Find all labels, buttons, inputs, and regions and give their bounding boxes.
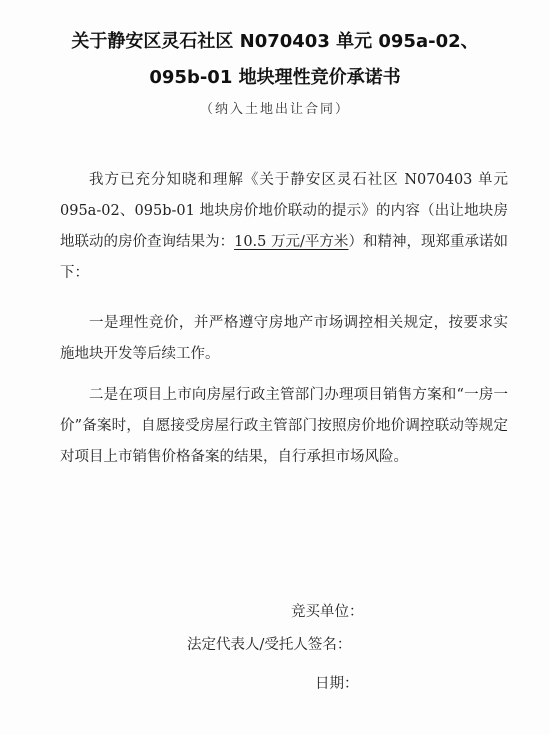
document-subtitle: （纳入土地出让合同） <box>199 102 350 117</box>
document-title-line-1: 关于静安区灵石社区 N070403 单元 095a-02、 <box>71 31 479 52</box>
paragraph-commitment-1: 一是理性竞价，并严格遵守房地产市场调控相关规定，按要求实施地块开发等后续工作。 <box>60 315 508 362</box>
paragraph-intro-text-end: ）和精神，现郑重承诺如下： <box>60 234 509 281</box>
house-price-value: 10.5 万元/平方米 <box>234 234 349 250</box>
bidder-label: 竞买单位： <box>291 604 364 620</box>
paragraph-intro-text: 我方已充分知晓和理解《关于静安区灵石社区 N070403 单元 095a-02、095b-01 地块房价地价联动的提示》的内容（出让地块房地联动的房价查询结果为： <box>60 172 508 250</box>
date-label: 日期： <box>315 676 359 692</box>
paragraph-commitment-2: 二是在项目上市向房屋行政主管部门办理项目销售方案和“一房一价”备案时，自愿接受房屋行政主管部门按照房价地价调控联动等规定对项目上市销售价格备案的结果，自行承担市场风险。 <box>60 387 508 465</box>
document-title-line-2: 095b-01 地块理性竞价承诺书 <box>149 67 401 88</box>
representative-signature-label: 法定代表人/受托人签名： <box>187 637 352 653</box>
paragraph-intro <box>60 165 508 289</box>
